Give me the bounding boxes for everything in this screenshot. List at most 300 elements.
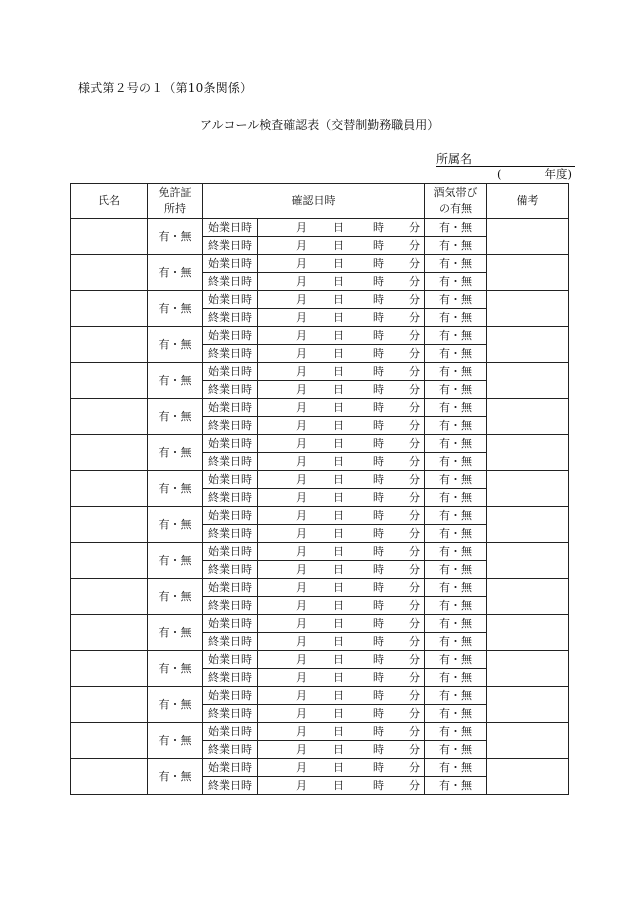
name-cell[interactable] bbox=[71, 651, 148, 687]
alcohol-choice[interactable]: 有・無 bbox=[425, 507, 487, 525]
name-cell[interactable] bbox=[71, 399, 148, 435]
end-datetime-cell[interactable] bbox=[258, 489, 425, 507]
end-datetime-cell[interactable] bbox=[258, 741, 425, 759]
hour-unit: 時 bbox=[373, 761, 384, 774]
end-datetime-cell[interactable] bbox=[258, 525, 425, 543]
month-unit: 月 bbox=[296, 509, 307, 522]
minute-unit: 分 bbox=[409, 311, 420, 324]
minute-unit: 分 bbox=[409, 347, 420, 360]
alcohol-choice[interactable]: 有・無 bbox=[425, 723, 487, 741]
start-label: 始業日時 bbox=[203, 363, 258, 381]
month-unit: 月 bbox=[296, 257, 307, 270]
hour-unit: 時 bbox=[373, 689, 384, 702]
name-cell[interactable] bbox=[71, 687, 148, 723]
day-unit: 日 bbox=[333, 671, 344, 684]
document-title: アルコール検査確認表（交替制勤務職員用） bbox=[200, 118, 440, 132]
hour-unit: 時 bbox=[373, 473, 384, 486]
name-cell[interactable] bbox=[71, 219, 148, 255]
hour-unit: 時 bbox=[373, 545, 384, 558]
notes-cell[interactable] bbox=[487, 363, 569, 399]
minute-unit: 分 bbox=[409, 779, 420, 792]
header-alcohol-line2: の有無 bbox=[439, 202, 472, 215]
minute-unit: 分 bbox=[409, 725, 420, 738]
name-cell[interactable] bbox=[71, 327, 148, 363]
alcohol-choice[interactable]: 有・無 bbox=[425, 435, 487, 453]
minute-unit: 分 bbox=[409, 329, 420, 342]
hour-unit: 時 bbox=[373, 347, 384, 360]
entry-start-row bbox=[71, 363, 569, 381]
day-unit: 日 bbox=[333, 365, 344, 378]
entry-start-row bbox=[71, 219, 569, 237]
alcohol-choice[interactable]: 有・無 bbox=[425, 651, 487, 669]
alcohol-choice[interactable]: 有・無 bbox=[425, 525, 487, 543]
minute-unit: 分 bbox=[409, 257, 420, 270]
start-label: 始業日時 bbox=[203, 435, 258, 453]
name-cell[interactable] bbox=[71, 615, 148, 651]
header-datetime: 確認日時 bbox=[203, 184, 425, 219]
start-datetime-cell[interactable] bbox=[258, 399, 425, 417]
hour-unit: 時 bbox=[373, 671, 384, 684]
month-unit: 月 bbox=[296, 581, 307, 594]
hour-unit: 時 bbox=[373, 275, 384, 288]
alcohol-choice[interactable]: 有・無 bbox=[425, 273, 487, 291]
alcohol-choice[interactable]: 有・無 bbox=[425, 291, 487, 309]
day-unit: 日 bbox=[333, 221, 344, 234]
minute-unit: 分 bbox=[409, 761, 420, 774]
alcohol-choice[interactable]: 有・無 bbox=[425, 381, 487, 399]
end-datetime-cell[interactable] bbox=[258, 237, 425, 255]
minute-unit: 分 bbox=[409, 671, 420, 684]
minute-unit: 分 bbox=[409, 275, 420, 288]
month-unit: 月 bbox=[296, 635, 307, 648]
alcohol-choice[interactable]: 有・無 bbox=[425, 237, 487, 255]
entry-start-row bbox=[71, 543, 569, 561]
start-datetime-cell[interactable] bbox=[258, 579, 425, 597]
minute-unit: 分 bbox=[409, 221, 420, 234]
hour-unit: 時 bbox=[373, 383, 384, 396]
minute-unit: 分 bbox=[409, 365, 420, 378]
license-choice[interactable]: 有・無 bbox=[148, 471, 203, 507]
entry-start-row bbox=[71, 291, 569, 309]
notes-cell[interactable] bbox=[487, 687, 569, 723]
inspection-table bbox=[70, 183, 569, 795]
end-label: 終業日時 bbox=[203, 417, 258, 435]
day-unit: 日 bbox=[333, 527, 344, 540]
entry-start-row bbox=[71, 759, 569, 777]
start-label: 始業日時 bbox=[203, 219, 258, 237]
minute-unit: 分 bbox=[409, 563, 420, 576]
month-unit: 月 bbox=[296, 599, 307, 612]
start-label: 始業日時 bbox=[203, 399, 258, 417]
day-unit: 日 bbox=[333, 275, 344, 288]
entry-start-row bbox=[71, 687, 569, 705]
license-choice[interactable]: 有・無 bbox=[148, 543, 203, 579]
month-unit: 月 bbox=[296, 239, 307, 252]
notes-cell[interactable] bbox=[487, 471, 569, 507]
start-label: 始業日時 bbox=[203, 327, 258, 345]
hour-unit: 時 bbox=[373, 617, 384, 630]
hour-unit: 時 bbox=[373, 455, 384, 468]
hour-unit: 時 bbox=[373, 599, 384, 612]
month-unit: 月 bbox=[296, 689, 307, 702]
end-label: 終業日時 bbox=[203, 597, 258, 615]
name-cell[interactable] bbox=[71, 291, 148, 327]
end-label: 終業日時 bbox=[203, 309, 258, 327]
hour-unit: 時 bbox=[373, 365, 384, 378]
alcohol-choice[interactable]: 有・無 bbox=[425, 399, 487, 417]
month-unit: 月 bbox=[296, 419, 307, 432]
alcohol-choice[interactable]: 有・無 bbox=[425, 471, 487, 489]
day-unit: 日 bbox=[333, 689, 344, 702]
end-datetime-cell[interactable] bbox=[258, 381, 425, 399]
hour-unit: 時 bbox=[373, 653, 384, 666]
month-unit: 月 bbox=[296, 761, 307, 774]
end-label: 終業日時 bbox=[203, 489, 258, 507]
minute-unit: 分 bbox=[409, 581, 420, 594]
month-unit: 月 bbox=[296, 293, 307, 306]
minute-unit: 分 bbox=[409, 635, 420, 648]
start-datetime-cell[interactable] bbox=[258, 759, 425, 777]
name-cell[interactable] bbox=[71, 435, 148, 471]
start-label: 始業日時 bbox=[203, 255, 258, 273]
license-choice[interactable]: 有・無 bbox=[148, 687, 203, 723]
header-name: 氏名 bbox=[71, 184, 148, 219]
notes-cell[interactable] bbox=[487, 291, 569, 327]
name-cell[interactable] bbox=[71, 723, 148, 759]
end-datetime-cell[interactable] bbox=[258, 309, 425, 327]
end-label: 終業日時 bbox=[203, 453, 258, 471]
minute-unit: 分 bbox=[409, 401, 420, 414]
entry-start-row bbox=[71, 579, 569, 597]
license-choice[interactable]: 有・無 bbox=[148, 723, 203, 759]
day-unit: 日 bbox=[333, 455, 344, 468]
notes-cell[interactable] bbox=[487, 255, 569, 291]
minute-unit: 分 bbox=[409, 689, 420, 702]
license-choice[interactable]: 有・無 bbox=[148, 399, 203, 435]
month-unit: 月 bbox=[296, 275, 307, 288]
day-unit: 日 bbox=[333, 617, 344, 630]
day-unit: 日 bbox=[333, 725, 344, 738]
day-unit: 日 bbox=[333, 509, 344, 522]
notes-cell[interactable] bbox=[487, 579, 569, 615]
minute-unit: 分 bbox=[409, 509, 420, 522]
end-label: 終業日時 bbox=[203, 633, 258, 651]
notes-cell[interactable] bbox=[487, 759, 569, 795]
entry-start-row bbox=[71, 651, 569, 669]
day-unit: 日 bbox=[333, 473, 344, 486]
hour-unit: 時 bbox=[373, 257, 384, 270]
end-label: 終業日時 bbox=[203, 381, 258, 399]
day-unit: 日 bbox=[333, 743, 344, 756]
day-unit: 日 bbox=[333, 563, 344, 576]
day-unit: 日 bbox=[333, 401, 344, 414]
day-unit: 日 bbox=[333, 437, 344, 450]
notes-cell[interactable] bbox=[487, 615, 569, 651]
header-license-line2: 所持 bbox=[164, 202, 186, 215]
minute-unit: 分 bbox=[409, 707, 420, 720]
hour-unit: 時 bbox=[373, 221, 384, 234]
month-unit: 月 bbox=[296, 617, 307, 630]
end-label: 終業日時 bbox=[203, 237, 258, 255]
alcohol-choice[interactable]: 有・無 bbox=[425, 633, 487, 651]
month-unit: 月 bbox=[296, 365, 307, 378]
end-datetime-cell[interactable] bbox=[258, 705, 425, 723]
alcohol-choice[interactable]: 有・無 bbox=[425, 687, 487, 705]
start-label: 始業日時 bbox=[203, 507, 258, 525]
month-unit: 月 bbox=[296, 563, 307, 576]
start-datetime-cell[interactable] bbox=[258, 651, 425, 669]
hour-unit: 時 bbox=[373, 311, 384, 324]
hour-unit: 時 bbox=[373, 437, 384, 450]
header-row bbox=[71, 184, 569, 219]
hour-unit: 時 bbox=[373, 581, 384, 594]
alcohol-choice[interactable]: 有・無 bbox=[425, 759, 487, 777]
end-datetime-cell[interactable] bbox=[258, 273, 425, 291]
alcohol-choice[interactable]: 有・無 bbox=[425, 363, 487, 381]
minute-unit: 分 bbox=[409, 743, 420, 756]
minute-unit: 分 bbox=[409, 653, 420, 666]
hour-unit: 時 bbox=[373, 707, 384, 720]
end-datetime-cell[interactable] bbox=[258, 561, 425, 579]
form-id: 様式第２号の１（第10条関係） bbox=[78, 81, 253, 95]
hour-unit: 時 bbox=[373, 635, 384, 648]
day-unit: 日 bbox=[333, 329, 344, 342]
end-label: 終業日時 bbox=[203, 669, 258, 687]
end-label: 終業日時 bbox=[203, 525, 258, 543]
day-unit: 日 bbox=[333, 545, 344, 558]
start-datetime-cell[interactable] bbox=[258, 363, 425, 381]
start-label: 始業日時 bbox=[203, 759, 258, 777]
hour-unit: 時 bbox=[373, 563, 384, 576]
start-datetime-cell[interactable] bbox=[258, 219, 425, 237]
start-datetime-cell[interactable] bbox=[258, 327, 425, 345]
start-label: 始業日時 bbox=[203, 723, 258, 741]
name-cell[interactable] bbox=[71, 471, 148, 507]
end-label: 終業日時 bbox=[203, 741, 258, 759]
alcohol-choice[interactable]: 有・無 bbox=[425, 597, 487, 615]
entry-start-row bbox=[71, 723, 569, 741]
month-unit: 月 bbox=[296, 743, 307, 756]
hour-unit: 時 bbox=[373, 293, 384, 306]
entry-start-row bbox=[71, 615, 569, 633]
license-choice[interactable]: 有・無 bbox=[148, 507, 203, 543]
license-choice[interactable]: 有・無 bbox=[148, 363, 203, 399]
end-label: 終業日時 bbox=[203, 345, 258, 363]
day-unit: 日 bbox=[333, 761, 344, 774]
notes-cell[interactable] bbox=[487, 507, 569, 543]
license-choice[interactable]: 有・無 bbox=[148, 615, 203, 651]
month-unit: 月 bbox=[296, 491, 307, 504]
notes-cell[interactable] bbox=[487, 219, 569, 255]
alcohol-choice[interactable]: 有・無 bbox=[425, 219, 487, 237]
hour-unit: 時 bbox=[373, 509, 384, 522]
hour-unit: 時 bbox=[373, 743, 384, 756]
day-unit: 日 bbox=[333, 635, 344, 648]
alcohol-choice[interactable]: 有・無 bbox=[425, 741, 487, 759]
name-cell[interactable] bbox=[71, 543, 148, 579]
day-unit: 日 bbox=[333, 707, 344, 720]
start-label: 始業日時 bbox=[203, 471, 258, 489]
entry-start-row bbox=[71, 327, 569, 345]
day-unit: 日 bbox=[333, 239, 344, 252]
hour-unit: 時 bbox=[373, 779, 384, 792]
notes-cell[interactable] bbox=[487, 723, 569, 759]
day-unit: 日 bbox=[333, 257, 344, 270]
end-datetime-cell[interactable] bbox=[258, 633, 425, 651]
fiscal-year-open-paren: ( bbox=[497, 167, 502, 181]
hour-unit: 時 bbox=[373, 527, 384, 540]
license-choice[interactable]: 有・無 bbox=[148, 255, 203, 291]
day-unit: 日 bbox=[333, 311, 344, 324]
header-notes: 備考 bbox=[487, 184, 569, 219]
fiscal-year-label: 年度) bbox=[544, 167, 572, 181]
header-alcohol-line1: 酒気帯び bbox=[433, 186, 478, 199]
day-unit: 日 bbox=[333, 347, 344, 360]
license-choice[interactable]: 有・無 bbox=[148, 579, 203, 615]
minute-unit: 分 bbox=[409, 437, 420, 450]
month-unit: 月 bbox=[296, 221, 307, 234]
alcohol-choice[interactable]: 有・無 bbox=[425, 579, 487, 597]
name-cell[interactable] bbox=[71, 579, 148, 615]
license-choice[interactable]: 有・無 bbox=[148, 219, 203, 255]
alcohol-choice[interactable]: 有・無 bbox=[425, 669, 487, 687]
start-datetime-cell[interactable] bbox=[258, 615, 425, 633]
minute-unit: 分 bbox=[409, 545, 420, 558]
minute-unit: 分 bbox=[409, 617, 420, 630]
day-unit: 日 bbox=[333, 383, 344, 396]
entry-start-row bbox=[71, 471, 569, 489]
month-unit: 月 bbox=[296, 473, 307, 486]
month-unit: 月 bbox=[296, 779, 307, 792]
month-unit: 月 bbox=[296, 455, 307, 468]
month-unit: 月 bbox=[296, 311, 307, 324]
end-label: 終業日時 bbox=[203, 273, 258, 291]
month-unit: 月 bbox=[296, 671, 307, 684]
end-datetime-cell[interactable] bbox=[258, 669, 425, 687]
header-license bbox=[148, 184, 203, 219]
alcohol-choice[interactable]: 有・無 bbox=[425, 309, 487, 327]
day-unit: 日 bbox=[333, 419, 344, 432]
end-datetime-cell[interactable] bbox=[258, 453, 425, 471]
month-unit: 月 bbox=[296, 347, 307, 360]
minute-unit: 分 bbox=[409, 419, 420, 432]
name-cell[interactable] bbox=[71, 255, 148, 291]
end-label: 終業日時 bbox=[203, 777, 258, 795]
hour-unit: 時 bbox=[373, 401, 384, 414]
month-unit: 月 bbox=[296, 527, 307, 540]
start-label: 始業日時 bbox=[203, 579, 258, 597]
notes-cell[interactable] bbox=[487, 327, 569, 363]
month-unit: 月 bbox=[296, 437, 307, 450]
start-datetime-cell[interactable] bbox=[258, 291, 425, 309]
alcohol-choice[interactable]: 有・無 bbox=[425, 255, 487, 273]
header-alcohol bbox=[425, 184, 487, 219]
alcohol-choice[interactable]: 有・無 bbox=[425, 417, 487, 435]
alcohol-choice[interactable]: 有・無 bbox=[425, 615, 487, 633]
month-unit: 月 bbox=[296, 329, 307, 342]
entry-start-row bbox=[71, 399, 569, 417]
affiliation-label: 所属名 bbox=[436, 152, 473, 166]
start-datetime-cell[interactable] bbox=[258, 471, 425, 489]
license-choice[interactable]: 有・無 bbox=[148, 759, 203, 795]
notes-cell[interactable] bbox=[487, 543, 569, 579]
name-cell[interactable] bbox=[71, 759, 148, 795]
start-datetime-cell[interactable] bbox=[258, 687, 425, 705]
hour-unit: 時 bbox=[373, 329, 384, 342]
hour-unit: 時 bbox=[373, 419, 384, 432]
license-choice[interactable]: 有・無 bbox=[148, 651, 203, 687]
day-unit: 日 bbox=[333, 491, 344, 504]
start-datetime-cell[interactable] bbox=[258, 543, 425, 561]
hour-unit: 時 bbox=[373, 239, 384, 252]
affiliation-field[interactable] bbox=[436, 152, 575, 167]
day-unit: 日 bbox=[333, 779, 344, 792]
hour-unit: 時 bbox=[373, 725, 384, 738]
entry-start-row bbox=[71, 435, 569, 453]
minute-unit: 分 bbox=[409, 527, 420, 540]
start-datetime-cell[interactable] bbox=[258, 507, 425, 525]
notes-cell[interactable] bbox=[487, 651, 569, 687]
notes-cell[interactable] bbox=[487, 435, 569, 471]
minute-unit: 分 bbox=[409, 473, 420, 486]
alcohol-choice[interactable]: 有・無 bbox=[425, 705, 487, 723]
end-label: 終業日時 bbox=[203, 561, 258, 579]
end-label: 終業日時 bbox=[203, 705, 258, 723]
entry-start-row bbox=[71, 507, 569, 525]
minute-unit: 分 bbox=[409, 383, 420, 396]
month-unit: 月 bbox=[296, 383, 307, 396]
end-datetime-cell[interactable] bbox=[258, 597, 425, 615]
hour-unit: 時 bbox=[373, 491, 384, 504]
alcohol-choice[interactable]: 有・無 bbox=[425, 327, 487, 345]
license-choice[interactable]: 有・無 bbox=[148, 327, 203, 363]
header-license-line1: 免許証 bbox=[158, 186, 192, 199]
entry-start-row bbox=[71, 255, 569, 273]
start-datetime-cell[interactable] bbox=[258, 255, 425, 273]
minute-unit: 分 bbox=[409, 239, 420, 252]
start-datetime-cell[interactable] bbox=[258, 435, 425, 453]
name-cell[interactable] bbox=[71, 507, 148, 543]
start-datetime-cell[interactable] bbox=[258, 723, 425, 741]
alcohol-choice[interactable]: 有・無 bbox=[425, 561, 487, 579]
end-datetime-cell[interactable] bbox=[258, 345, 425, 363]
start-label: 始業日時 bbox=[203, 291, 258, 309]
minute-unit: 分 bbox=[409, 455, 420, 468]
day-unit: 日 bbox=[333, 581, 344, 594]
alcohol-choice[interactable]: 有・無 bbox=[425, 543, 487, 561]
month-unit: 月 bbox=[296, 707, 307, 720]
end-datetime-cell[interactable] bbox=[258, 777, 425, 795]
day-unit: 日 bbox=[333, 293, 344, 306]
license-choice[interactable]: 有・無 bbox=[148, 291, 203, 327]
minute-unit: 分 bbox=[409, 293, 420, 306]
alcohol-choice[interactable]: 有・無 bbox=[425, 345, 487, 363]
month-unit: 月 bbox=[296, 653, 307, 666]
month-unit: 月 bbox=[296, 401, 307, 414]
license-choice[interactable]: 有・無 bbox=[148, 435, 203, 471]
start-label: 始業日時 bbox=[203, 687, 258, 705]
name-cell[interactable] bbox=[71, 363, 148, 399]
notes-cell[interactable] bbox=[487, 399, 569, 435]
alcohol-choice[interactable]: 有・無 bbox=[425, 453, 487, 471]
start-label: 始業日時 bbox=[203, 543, 258, 561]
minute-unit: 分 bbox=[409, 599, 420, 612]
month-unit: 月 bbox=[296, 725, 307, 738]
end-datetime-cell[interactable] bbox=[258, 417, 425, 435]
start-label: 始業日時 bbox=[203, 651, 258, 669]
alcohol-choice[interactable]: 有・無 bbox=[425, 489, 487, 507]
alcohol-choice[interactable]: 有・無 bbox=[425, 777, 487, 795]
